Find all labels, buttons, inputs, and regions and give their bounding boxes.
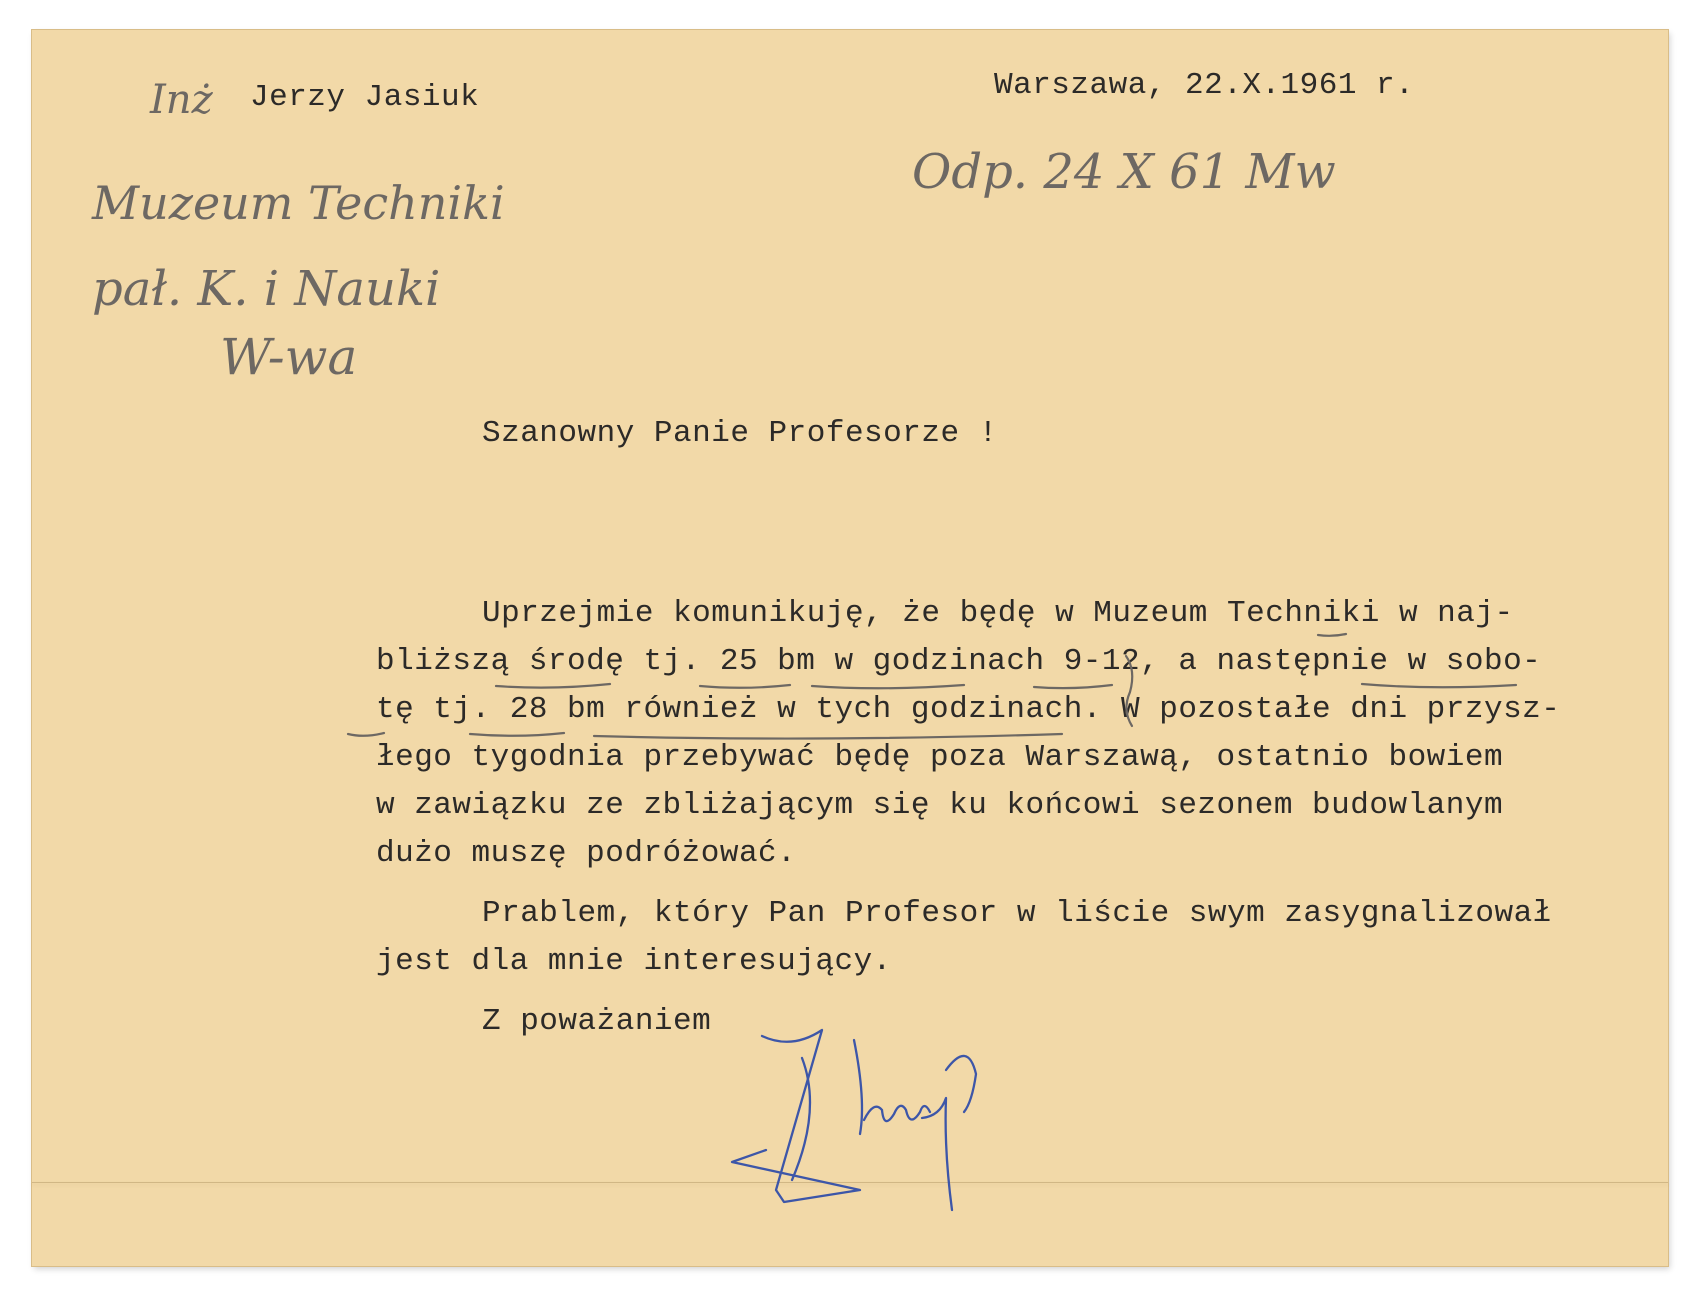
handwritten-reply-note: Odp. 24 X 61 Mw (912, 144, 1336, 200)
paragraph-1-line-3: tę tj. 28 bm również w tych godzinach. W pozostałe dni przysz- (376, 692, 1561, 727)
paragraph-2 (32, 30, 1668, 990)
sender-name: Jerzy Jasiuk (250, 80, 480, 115)
paragraph-1-line-1: Uprzejmie komunikuję, że będę w Muzeum Techniki w naj- (482, 596, 1514, 631)
paper-fold-line (32, 1182, 1668, 1183)
handwritten-address-line-1: Muzeum Techniki (92, 176, 505, 230)
place-date: Warszawa, 22.X.1961 r. (994, 68, 1415, 103)
handwritten-prefix: Inż (150, 77, 213, 123)
paragraph-1-line-2: bliższą środę tj. 25 bm w godzinach 9-12, a następnie w sobo- (376, 644, 1542, 679)
closing: Z poważaniem (482, 1004, 712, 1039)
paragraph-2-line-2: jest dla mnie interesujący. (376, 944, 892, 979)
paragraph-1-line-6: dużo muszę podróżować. (376, 836, 797, 871)
letter-sheet (32, 30, 1668, 1266)
signature (732, 1030, 976, 1210)
handwritten-address-line-2: pał. K. i Nauki (92, 261, 441, 317)
paragraph-2-line-1: Prablem, który Pan Profesor w liście swym zasygnalizował (482, 896, 1552, 931)
paragraph-1-line-5: w zawiązku ze zbliżającym się ku końcowi sezonem budowlanym (376, 788, 1504, 823)
handwritten-address-line-3: W-wa (220, 328, 358, 386)
paragraph-1-line-4: łego tygodnia przebywać będę poza Warszawą, ostatnio bowiem (376, 740, 1504, 775)
salutation: Szanowny Panie Profesorze ! (482, 416, 998, 451)
